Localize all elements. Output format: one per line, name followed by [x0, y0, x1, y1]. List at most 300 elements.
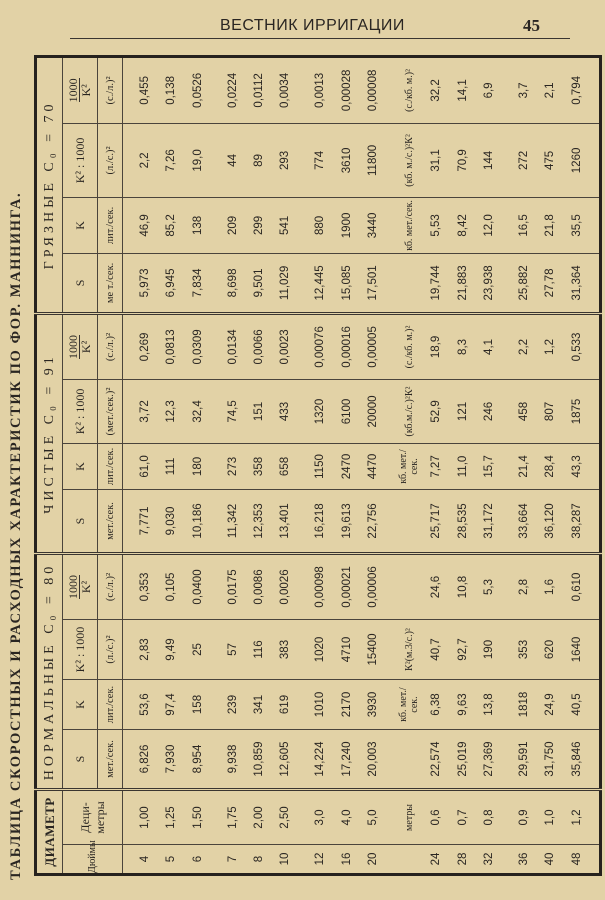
k-cell: 28,4	[537, 443, 563, 489]
fraction	[67, 335, 92, 359]
k-cell: 4470	[360, 443, 386, 489]
k2-cell: 620	[537, 620, 563, 680]
gap-cell	[211, 123, 220, 197]
fraction-denominator: K²	[78, 84, 93, 97]
k-cell: 11,0	[450, 443, 476, 489]
k-cell: 273	[219, 443, 245, 489]
col-inverse-header	[63, 313, 98, 379]
gap-cell	[211, 553, 220, 619]
s-cell: 27,78	[537, 253, 563, 313]
k2-cell: 807	[537, 379, 563, 443]
table-row	[158, 56, 184, 874]
inverse-k2-cell: 0,0086	[246, 553, 272, 619]
table-row	[184, 56, 210, 874]
gap-cell	[211, 680, 220, 730]
gap-cell	[386, 253, 395, 313]
inches-cell: 48	[564, 845, 590, 875]
inverse-k2-cell: 2,2	[511, 313, 537, 379]
gap-cell	[123, 680, 132, 730]
gap-cell	[502, 730, 511, 790]
gap-cell	[211, 379, 220, 443]
unit-label: (л./с.)²	[98, 123, 123, 197]
col-k2-header: K² : 1000	[63, 123, 98, 197]
gap-cell	[502, 253, 511, 313]
gap-cell	[386, 313, 395, 379]
inches-cell: 7	[219, 845, 245, 875]
inches-cell: 40	[537, 845, 563, 875]
gap-cell	[298, 790, 307, 845]
k-cell: 46,9	[132, 197, 158, 253]
k-cell: 1150	[307, 443, 333, 489]
decimetres-cell: 0,8	[476, 790, 502, 845]
gap-cell	[211, 790, 220, 845]
gap-cell	[123, 790, 132, 845]
decimetres-header: Деци-метры	[63, 790, 123, 845]
s-cell: 38,287	[564, 489, 590, 553]
k-cell: 15,7	[476, 443, 502, 489]
diameter-header: ДИАМЕТР	[36, 790, 63, 875]
decimetres-cell: 0,9	[511, 790, 537, 845]
decimetres-cell: 4,0	[333, 790, 359, 845]
inverse-k2-cell: 0,0224	[219, 56, 245, 123]
fraction-numerator: 1000	[65, 78, 80, 103]
k2-cell: 32,4	[184, 379, 210, 443]
inverse-k2-cell: 2,8	[511, 553, 537, 619]
gap-cell	[590, 790, 601, 845]
inverse-k2-cell: 0,0134	[219, 313, 245, 379]
s-cell: 23,938	[476, 253, 502, 313]
gap-cell	[211, 313, 220, 379]
s-cell: 17,501	[360, 253, 386, 313]
s-cell: 7,771	[132, 489, 158, 553]
col-k-header: K	[63, 680, 98, 730]
k2-cell: 7,26	[158, 123, 184, 197]
s-cell: 14,224	[307, 730, 333, 790]
unit-label: (с./л.)²	[98, 553, 123, 619]
gap-cell	[211, 443, 220, 489]
gap-cell	[298, 123, 307, 197]
k-cell: 138	[184, 197, 210, 253]
k2-cell: 774	[307, 123, 333, 197]
gap-cell	[590, 553, 601, 619]
k-cell: 3440	[360, 197, 386, 253]
unit-label: (кб. м./с.)²К²	[395, 123, 424, 197]
group-header: ГРЯЗНЫЕ C₀ = 70	[36, 56, 63, 313]
inverse-k2-cell: 0,0026	[272, 553, 298, 619]
unit-label: К²(м.3/с.)²	[395, 620, 424, 680]
gap-cell	[123, 845, 132, 875]
col-k2-header: K² : 1000	[63, 620, 98, 680]
inverse-k2-cell: 0,0023	[272, 313, 298, 379]
gap-cell	[298, 197, 307, 253]
inverse-k2-cell: 0,353	[132, 553, 158, 619]
k2-cell: 19,0	[184, 123, 210, 197]
inverse-k2-cell: 0,794	[564, 56, 590, 123]
inverse-k2-cell: 0,0034	[272, 56, 298, 123]
k2-cell: 433	[272, 379, 298, 443]
gap-cell	[123, 553, 132, 619]
s-cell: 17,240	[333, 730, 359, 790]
k2-cell: 383	[272, 620, 298, 680]
col-k-header: K	[63, 197, 98, 253]
header-row-units	[98, 56, 123, 874]
inverse-k2-cell: 0,00008	[360, 56, 386, 123]
k2-cell: 92,7	[450, 620, 476, 680]
gap-cell	[590, 845, 601, 875]
s-cell: 12,605	[272, 730, 298, 790]
decimetres-cell: 0,7	[450, 790, 476, 845]
s-cell: 20,003	[360, 730, 386, 790]
unit-label: лит./сек.	[98, 443, 123, 489]
decimetres-cell: 3,0	[307, 790, 333, 845]
inverse-k2-cell: 1,2	[537, 313, 563, 379]
gap-cell	[123, 379, 132, 443]
inverse-k2-cell: 0,00076	[307, 313, 333, 379]
k-cell: 24,9	[537, 680, 563, 730]
gap-cell	[386, 443, 395, 489]
k2-cell: 293	[272, 123, 298, 197]
k2-cell: 44	[219, 123, 245, 197]
gap-cell	[590, 56, 601, 123]
s-cell: 13,401	[272, 489, 298, 553]
gap-cell	[502, 553, 511, 619]
k2-cell: 151	[246, 379, 272, 443]
gap-cell	[298, 620, 307, 680]
table-row	[564, 56, 590, 874]
gap-cell	[211, 197, 220, 253]
s-cell: 25,717	[423, 489, 449, 553]
s-cell: 12,445	[307, 253, 333, 313]
s-cell: 15,085	[333, 253, 359, 313]
k-cell: 21,8	[537, 197, 563, 253]
inches-cell: 4	[132, 845, 158, 875]
unit-label: (кб.м./с.)²К²	[395, 379, 424, 443]
k-cell: 61,0	[132, 443, 158, 489]
unit-label: лит./сек.	[98, 197, 123, 253]
inches-cell: 20	[360, 845, 386, 875]
manning-table-rotated	[34, 58, 602, 876]
k2-cell: 11800	[360, 123, 386, 197]
gap-cell	[123, 313, 132, 379]
unit-label	[395, 730, 424, 790]
gap-cell	[211, 253, 220, 313]
gap-cell	[298, 845, 307, 875]
unit-label: мет./сек.	[98, 730, 123, 790]
gap-cell	[590, 620, 601, 680]
inverse-k2-cell: 14,1	[450, 56, 476, 123]
gap-cell	[386, 123, 395, 197]
gap-cell	[298, 443, 307, 489]
fraction	[67, 78, 92, 102]
inverse-k2-cell: 0,0400	[184, 553, 210, 619]
s-cell: 22,756	[360, 489, 386, 553]
gap-cell	[211, 845, 220, 875]
k-cell: 13,8	[476, 680, 502, 730]
inches-header: Дюймы	[63, 845, 123, 875]
gap-cell	[502, 680, 511, 730]
fraction-denominator: K²	[78, 340, 93, 354]
inverse-k2-cell: 0,269	[132, 313, 158, 379]
gap-cell	[590, 489, 601, 553]
unit-label	[395, 553, 424, 619]
k2-cell: 74,5	[219, 379, 245, 443]
table-row	[360, 56, 386, 874]
k2-cell: 15400	[360, 620, 386, 680]
inverse-k2-cell: 0,00021	[333, 553, 359, 619]
inverse-k2-cell: 32,2	[423, 56, 449, 123]
gap-cell	[590, 313, 601, 379]
s-cell: 9,501	[246, 253, 272, 313]
inches-cell: 12	[307, 845, 333, 875]
inverse-k2-cell: 3,7	[511, 56, 537, 123]
inverse-k2-cell: 5,3	[476, 553, 502, 619]
inverse-k2-cell: 0,455	[132, 56, 158, 123]
gap-cell	[298, 56, 307, 123]
manning-table	[34, 55, 602, 876]
row-gap	[386, 56, 395, 874]
gap-cell	[211, 56, 220, 123]
gap-cell	[123, 443, 132, 489]
inverse-k2-cell: 0,610	[564, 553, 590, 619]
table-row	[219, 56, 245, 874]
inverse-k2-cell: 0,0526	[184, 56, 210, 123]
gap-cell	[502, 379, 511, 443]
group-header: НОРМАЛЬНЫЕ C₀ = 80	[36, 553, 63, 789]
unit-label: (мет./сек.)²	[98, 379, 123, 443]
k2-cell: 353	[511, 620, 537, 680]
k2-cell: 20000	[360, 379, 386, 443]
row-gap	[502, 56, 511, 874]
k2-cell: 52,9	[423, 379, 449, 443]
gap-cell	[590, 443, 601, 489]
inverse-k2-cell: 0,00006	[360, 553, 386, 619]
unit-label: (л./с.)²	[98, 620, 123, 680]
k-cell: 53,6	[132, 680, 158, 730]
unit-label	[395, 253, 424, 313]
s-cell: 6,826	[132, 730, 158, 790]
k-cell: 16,5	[511, 197, 537, 253]
gap-cell	[123, 253, 132, 313]
fraction-numerator: 1000	[65, 334, 80, 359]
k2-cell: 89	[246, 123, 272, 197]
s-cell: 9,030	[158, 489, 184, 553]
gap-cell	[386, 845, 395, 875]
k-cell: 880	[307, 197, 333, 253]
gap-cell	[211, 489, 220, 553]
s-cell: 8,954	[184, 730, 210, 790]
table-title: ТАБЛИЦА СКОРОСТНЫХ И РАСХОДНЫХ ХАРАКТЕРИСТИК ПО ФОР. МАННИНГА.	[8, 191, 24, 880]
k-cell: 541	[272, 197, 298, 253]
k-cell: 619	[272, 680, 298, 730]
gap-cell	[590, 680, 601, 730]
inches-cell: 28	[450, 845, 476, 875]
k-cell: 658	[272, 443, 298, 489]
row-gap	[590, 56, 601, 874]
row-gap	[123, 56, 132, 874]
gap-cell	[502, 489, 511, 553]
s-cell: 31,364	[564, 253, 590, 313]
decimetres-cell: 1,75	[219, 790, 245, 845]
k-cell: 6,38	[423, 680, 449, 730]
gap-cell	[123, 123, 132, 197]
gap-cell	[298, 489, 307, 553]
page-number: 45	[523, 16, 540, 35]
decimetres-cell: 0,6	[423, 790, 449, 845]
unit-label: (с./л.)²	[98, 313, 123, 379]
k-cell: 158	[184, 680, 210, 730]
gap-cell	[298, 730, 307, 790]
table-row	[272, 56, 298, 874]
fraction-denominator: K²	[78, 580, 93, 594]
k-cell: 341	[246, 680, 272, 730]
k2-cell: 121	[450, 379, 476, 443]
table-row	[132, 56, 158, 874]
table-row	[511, 56, 537, 874]
s-cell: 10,186	[184, 489, 210, 553]
k2-cell: 458	[511, 379, 537, 443]
inverse-k2-cell: 0,105	[158, 553, 184, 619]
gap-cell	[386, 553, 395, 619]
k-cell: 85,2	[158, 197, 184, 253]
gap-cell	[386, 680, 395, 730]
s-cell: 19,613	[333, 489, 359, 553]
gap-cell	[386, 56, 395, 123]
gap-cell	[502, 56, 511, 123]
gap-cell	[502, 620, 511, 680]
inverse-k2-cell: 0,0813	[158, 313, 184, 379]
k2-cell: 272	[511, 123, 537, 197]
k-cell: 1010	[307, 680, 333, 730]
row-gap	[211, 56, 220, 874]
k2-cell: 1020	[307, 620, 333, 680]
k-cell: 1818	[511, 680, 537, 730]
k-cell: 12,0	[476, 197, 502, 253]
inverse-k2-cell: 4,1	[476, 313, 502, 379]
gap-cell	[386, 790, 395, 845]
gap-cell	[386, 489, 395, 553]
gap-cell	[502, 197, 511, 253]
inverse-k2-cell: 8,3	[450, 313, 476, 379]
s-cell: 12,353	[246, 489, 272, 553]
s-cell: 33,664	[511, 489, 537, 553]
k2-cell: 12,3	[158, 379, 184, 443]
k-cell: 3930	[360, 680, 386, 730]
unit-label: лит./сек.	[98, 680, 123, 730]
k-cell: 209	[219, 197, 245, 253]
unit-label: (с./л.)²	[98, 56, 123, 123]
metric-units-row	[395, 56, 424, 874]
table-row	[423, 56, 449, 874]
s-cell: 7,930	[158, 730, 184, 790]
k2-cell: 190	[476, 620, 502, 680]
table-row	[333, 56, 359, 874]
decimetres-cell: 1,0	[537, 790, 563, 845]
gap-cell	[123, 730, 132, 790]
s-cell: 19,744	[423, 253, 449, 313]
col-inverse-header	[63, 553, 98, 619]
col-s-header: S	[63, 730, 98, 790]
group-header: ЧИСТЫЕ C₀ = 91	[36, 313, 63, 553]
fraction-numerator: 1000	[65, 574, 80, 599]
k2-cell: 3,72	[132, 379, 158, 443]
row-gap	[298, 56, 307, 874]
unit-label: кб. мет./сек.	[395, 443, 424, 489]
inverse-k2-cell: 0,0309	[184, 313, 210, 379]
k-cell: 35,5	[564, 197, 590, 253]
k-cell: 1900	[333, 197, 359, 253]
inches-cell: 32	[476, 845, 502, 875]
inverse-k2-cell: 0,00098	[307, 553, 333, 619]
k-cell: 239	[219, 680, 245, 730]
k-cell: 111	[158, 443, 184, 489]
inches-cell: 16	[333, 845, 359, 875]
unit-label: ме т./сек.	[98, 253, 123, 313]
k-cell: 2170	[333, 680, 359, 730]
inches-cell: 36	[511, 845, 537, 875]
s-cell: 8,698	[219, 253, 245, 313]
s-cell: 31,172	[476, 489, 502, 553]
k2-cell: 57	[219, 620, 245, 680]
unit-label: кб. мет./сек.	[395, 197, 424, 253]
decimetres-cell: 1,2	[564, 790, 590, 845]
gap-cell	[298, 313, 307, 379]
inches-cell: 24	[423, 845, 449, 875]
table-row	[450, 56, 476, 874]
inverse-k2-cell: 0,00005	[360, 313, 386, 379]
s-cell: 29,591	[511, 730, 537, 790]
s-cell: 6,945	[158, 253, 184, 313]
k-cell: 8,42	[450, 197, 476, 253]
gap-cell	[502, 123, 511, 197]
inverse-k2-cell: 0,138	[158, 56, 184, 123]
s-cell: 11,029	[272, 253, 298, 313]
inches-cell: 6	[184, 845, 210, 875]
gap-cell	[502, 313, 511, 379]
gap-cell	[211, 620, 220, 680]
s-cell: 7,834	[184, 253, 210, 313]
k2-cell: 40,7	[423, 620, 449, 680]
k2-cell: 1260	[564, 123, 590, 197]
k-cell: 2470	[333, 443, 359, 489]
gap-cell	[590, 379, 601, 443]
gap-cell	[590, 730, 601, 790]
s-cell: 25,019	[450, 730, 476, 790]
k2-cell: 2,2	[132, 123, 158, 197]
col-k2-header: K² : 1000	[63, 379, 98, 443]
decimetres-cell: 1,25	[158, 790, 184, 845]
inverse-k2-cell: 18,9	[423, 313, 449, 379]
inches-cell: 8	[246, 845, 272, 875]
s-cell: 5,973	[132, 253, 158, 313]
table-row	[307, 56, 333, 874]
gap-cell	[123, 56, 132, 123]
k2-cell: 1320	[307, 379, 333, 443]
gap-cell	[123, 197, 132, 253]
k-cell: 180	[184, 443, 210, 489]
gap-cell	[502, 790, 511, 845]
unit-label: (с./кб. м.)²	[395, 56, 424, 123]
k2-cell: 25	[184, 620, 210, 680]
k2-cell: 475	[537, 123, 563, 197]
col-s-header: S	[63, 489, 98, 553]
inverse-k2-cell: 0,533	[564, 313, 590, 379]
inverse-k2-cell: 0,00016	[333, 313, 359, 379]
gap-cell	[502, 443, 511, 489]
table-row	[537, 56, 563, 874]
gap-cell	[386, 730, 395, 790]
k-cell: 358	[246, 443, 272, 489]
journal-title: ВЕСТНИК ИРРИГАЦИИ	[220, 17, 405, 34]
